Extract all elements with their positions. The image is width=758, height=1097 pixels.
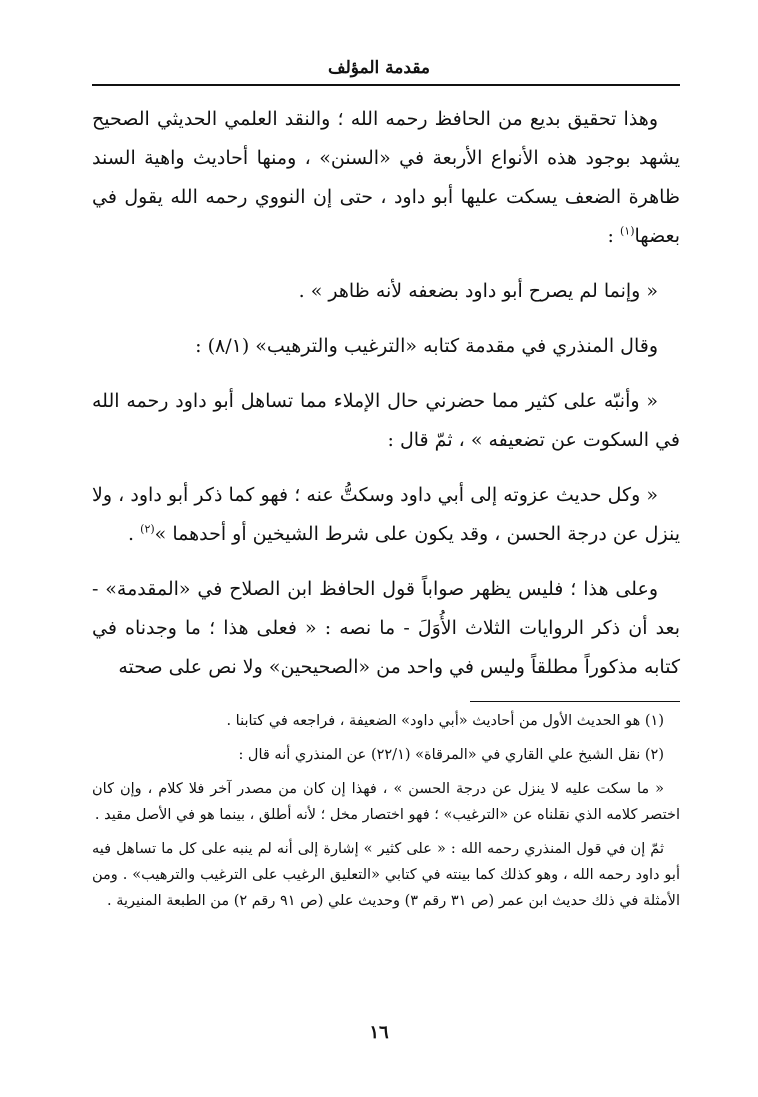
footnote-1: (١) هو الحديث الأول من أحاديث «أبي داود» الضعيفة ، فراجعه في كتابنا .: [226, 713, 664, 729]
main-text: [92, 100, 680, 687]
paragraph-5-end: .: [128, 523, 141, 545]
paragraph-6: وعلى هذا ؛ فليس يظهر صواباً قول الحافظ ابن الصلاح في «المقدمة» - بعد أن ذكر الروايات الثلاث الأُوَلَ - ما نصه : « فعلى هذا ؛ ما وجدناه في كتابه مذكوراً مطلقاً وليس في واحد من «الصحيحين» ولا نص على صحته: [92, 578, 680, 678]
paragraph-3: وقال المنذري في مقدمة كتابه «الترغيب والترهيب» (٨/١) :: [195, 335, 658, 357]
paragraph-1: [92, 100, 680, 256]
paragraph-2: « وإنما لم يصرح أبو داود بضعفه لأنه ظاهر » .: [298, 280, 658, 302]
paragraph-1-end: :: [607, 225, 620, 247]
footnotes: [92, 708, 680, 914]
header-divider: [92, 84, 680, 86]
footnote-ref-1: (١): [620, 224, 635, 238]
footnote-2-quote: « ما سكت عليه لا ينزل عن درجة الحسن » ، فهذا إن كان من مصدر آخر فلا كلام ، وإن كان اختصر كلامه الذي نقلناه عن «الترغيب» ؛ فهو اختصار مخل ؛ لأنه أطلق ، بينما هو في الأصل مقيد .: [92, 781, 680, 823]
page-header-title: مقدمة المؤلف: [327, 58, 431, 78]
footnote-ref-2: (٢): [140, 522, 155, 536]
footnote-3: ثمّ إن في قول المنذري رحمه الله : « على كثير » إشارة إلى أنه لم ينبه على كل ما تساهل فيه أبو داود رحمه الله ، وهو كذلك كما بينته في كتابي «التعليق الرغيب على الترغيب والترهيب» . ومن الأمثلة في ذلك حديث ابن عمر (ص ٣١ رقم ٣) وحديث علي (ص ٩١ رقم ٢) من الطبعة المنيرية .: [92, 841, 680, 909]
paragraph-4: « وأنبّه على كثير مما حضرني حال الإملاء مما تساهل أبو داود رحمه الله في السكوت عن تضعيفه » ، ثمّ قال :: [92, 390, 680, 451]
page-number: ١٦: [369, 1022, 389, 1043]
footnote-2: (٢) نقل الشيخ علي القاري في «المرقاة» (٢٢/١) عن المنذري أنه قال :: [238, 747, 664, 763]
paragraph-5: [92, 476, 680, 554]
paragraph-1-text: وهذا تحقيق بديع من الحافظ رحمه الله ؛ والنقد العلمي الحديثي الصحيح يشهد بوجود هذه الأنواع الأربعة في «السنن» ، ومنها أحاديث واهية السند ظاهرة الضعف يسكت عليها أبو داود ، حتى إن النووي رحمه الله يقول في بعضها: [92, 108, 680, 247]
footnote-divider: [470, 701, 680, 702]
paragraph-5-text: « وكل حديث عزوته إلى أبي داود وسكتُّ عنه ؛ فهو كما ذكر أبو داود ، ولا ينزل عن درجة الحسن ، وقد يكون على شرط الشيخين أو أحدهما »: [92, 484, 680, 545]
